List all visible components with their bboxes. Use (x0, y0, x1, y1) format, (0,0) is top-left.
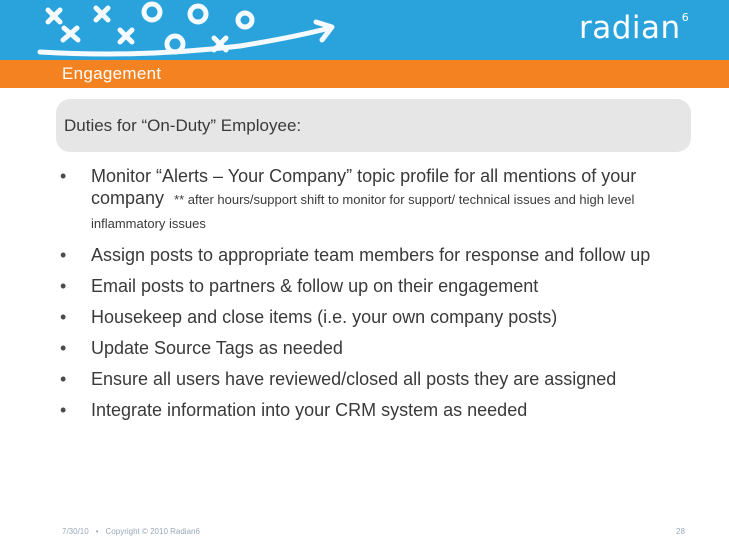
slide-header (0, 0, 729, 60)
bullet-text: Integrate information into your CRM system as needed (91, 400, 528, 420)
footer-date: 7/30/10 (62, 527, 89, 536)
slide-subtitle: Duties for “On-Duty” Employee: (64, 116, 302, 135)
bullet-list (60, 165, 660, 430)
bullet-item (60, 306, 660, 328)
bullet-item (60, 165, 660, 235)
bullet-text: Ensure all users have reviewed/closed all posts they are assigned (91, 369, 617, 389)
bullet-item (60, 275, 660, 297)
bullet-item (60, 337, 660, 359)
slide-footer (62, 527, 200, 536)
logo-superscript: 6 (681, 10, 690, 24)
play-diagram-scribble-icon (0, 0, 360, 60)
bullet-item (60, 244, 660, 266)
bullet-item (60, 399, 660, 421)
bullet-text: Assign posts to appropriate team members for response and follow up (91, 245, 651, 265)
bullet-text: Email posts to partners & follow up on their engagement (91, 276, 539, 296)
bullet-item (60, 368, 660, 390)
logo-text: radian (579, 10, 681, 46)
bullet-note: ** after hours/support shift to monitor for support/ technical issues and high level inflammatory issues (91, 192, 635, 231)
bullet-text: Housekeep and close items (i.e. your own company posts) (91, 307, 558, 327)
page-number: 28 (676, 527, 685, 536)
footer-separator: • (95, 527, 99, 536)
bullet-text: Update Source Tags as needed (91, 338, 343, 358)
subtitle-box (56, 99, 691, 152)
bullet-text: Monitor “Alerts – Your Company” topic profile for all mentions of your company (91, 166, 637, 208)
radian6-logo (579, 10, 689, 46)
footer-copyright: Copyright © 2010 Radian6 (105, 527, 200, 536)
section-title: Engagement (0, 60, 729, 88)
